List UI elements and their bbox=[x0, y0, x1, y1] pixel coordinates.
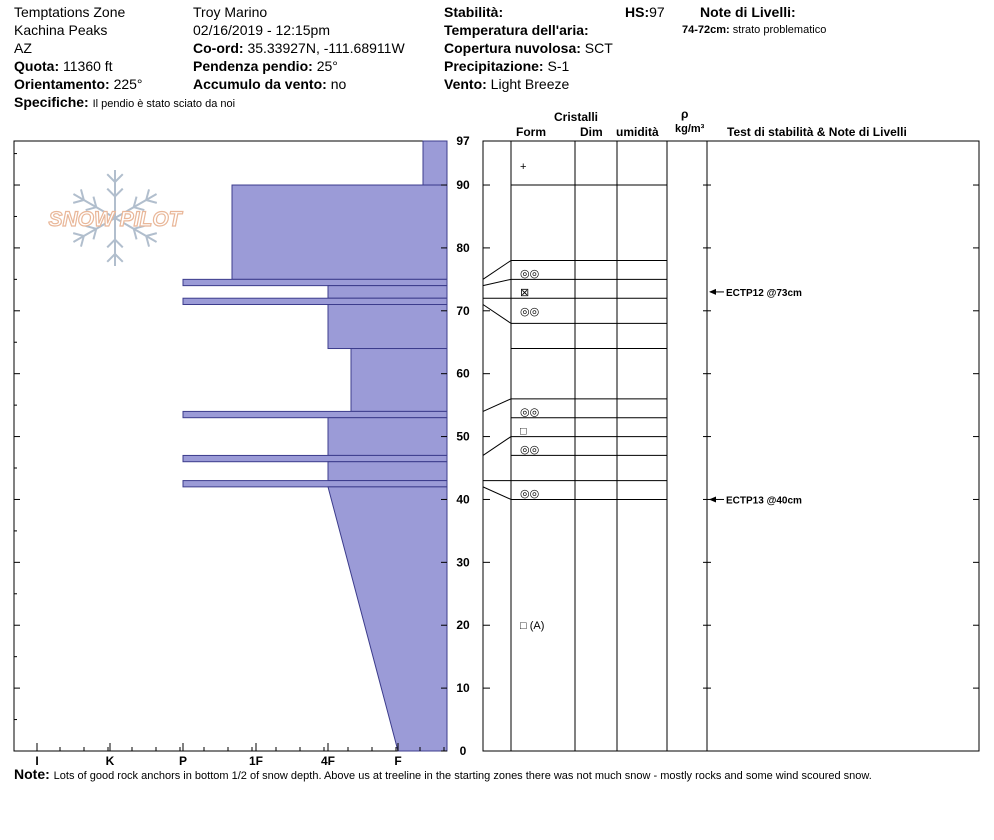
layer-connector bbox=[483, 305, 511, 324]
depth-tick-label: 50 bbox=[456, 429, 470, 444]
wind-label: Vento: bbox=[444, 76, 487, 92]
crystal-form-symbol: ◎◎ bbox=[520, 268, 540, 281]
density-unit-heading: kg/m³ bbox=[675, 123, 705, 135]
hardness-layer bbox=[351, 349, 447, 412]
crystal-form-symbol: ◎◎ bbox=[520, 444, 540, 457]
crystal-form-symbol: ◎◎ bbox=[520, 488, 540, 501]
depth-tick-label: 70 bbox=[456, 303, 470, 318]
precip-value: S-1 bbox=[547, 58, 570, 74]
coord-value: 35.33927N, -111.68911W bbox=[247, 40, 405, 56]
hardness-layer bbox=[328, 418, 447, 456]
hardness-layer bbox=[183, 481, 447, 487]
elevation-label: Quota: bbox=[14, 58, 60, 74]
crystal-columns bbox=[483, 141, 979, 751]
test-arrow-head bbox=[709, 496, 716, 502]
hardness-layer-tapered bbox=[328, 487, 447, 751]
specifics-value: Il pendio è stato sciato da noi bbox=[92, 98, 236, 110]
moisture-heading: umidità bbox=[616, 125, 659, 139]
hardness-layer bbox=[328, 462, 447, 481]
snowflake-branch bbox=[146, 233, 157, 236]
hardness-layer bbox=[183, 279, 447, 285]
depth-tick-label: 30 bbox=[456, 555, 470, 570]
hardness-profile bbox=[14, 141, 447, 751]
state: AZ bbox=[14, 40, 32, 56]
layer-connector bbox=[483, 487, 511, 500]
sky-label: Copertura nuvolosa: bbox=[444, 40, 581, 56]
crystal-form-symbol: ◎◎ bbox=[520, 305, 540, 318]
snowflake-branch bbox=[107, 174, 115, 182]
crystal-form-symbol: ◎◎ bbox=[520, 406, 540, 419]
hardness-scale-label: 4F bbox=[320, 754, 336, 768]
snowflake-branch bbox=[107, 189, 115, 197]
crystal-form-symbol: ⊠ bbox=[520, 286, 530, 299]
snowflake-branch bbox=[115, 240, 123, 248]
note bbox=[14, 766, 872, 782]
aspect-value: 225° bbox=[113, 76, 143, 92]
layer-note-text: strato problematico bbox=[732, 24, 827, 36]
hs-label: HS: bbox=[625, 4, 650, 20]
specifics-label: Specifiche: bbox=[14, 94, 89, 110]
aspect-label: Orientamento: bbox=[14, 76, 110, 92]
hardness-scale-label: I bbox=[35, 754, 39, 768]
form-heading: Form bbox=[516, 125, 546, 139]
note-label: Note: bbox=[14, 766, 50, 782]
stability-label: Stabilità: bbox=[444, 4, 504, 20]
hs-value: 97 bbox=[649, 4, 665, 20]
layer-connector bbox=[483, 399, 511, 412]
hardness-scale-label: K bbox=[105, 754, 115, 768]
hardness-layer bbox=[328, 305, 447, 349]
hardness-layer bbox=[328, 286, 447, 299]
elevation-value: 11360 ft bbox=[63, 58, 113, 74]
wind-loading-value: no bbox=[330, 76, 347, 92]
snowpilot-logo bbox=[49, 170, 184, 266]
slope-value: 25° bbox=[316, 58, 338, 74]
depth-tick-label: 90 bbox=[456, 178, 470, 193]
stability-test-label: ECTP13 @40cm bbox=[726, 495, 802, 507]
hardness-layer bbox=[183, 298, 447, 304]
snowpilot-logo-text: SNOW PILOT bbox=[48, 208, 182, 231]
crystal-form-symbol: □ (A) bbox=[520, 620, 545, 633]
crystals-heading: Cristalli bbox=[554, 110, 599, 124]
crystal-frame bbox=[483, 141, 979, 751]
layer-notes-label: Note di Livelli: bbox=[700, 4, 796, 20]
snowflake-branch bbox=[107, 240, 115, 248]
hardness-scale-label: P bbox=[178, 754, 188, 768]
datetime: 02/16/2019 - 12:15pm bbox=[193, 22, 330, 38]
hardness-layer bbox=[183, 455, 447, 461]
tests-heading: Test di stabilità & Note di Livelli bbox=[727, 125, 907, 139]
note-text: Lots of good rock anchors in bottom 1/2 of snow depth. Above us at treeline in the starting zones there was not much snow - mostly rocks and some wind scoured snow. bbox=[53, 770, 872, 782]
air-temp-label: Temperatura dell'aria: bbox=[444, 22, 589, 38]
sky-value: SCT bbox=[584, 40, 613, 56]
layer-connector bbox=[483, 437, 511, 456]
size-heading: Dim bbox=[580, 125, 603, 139]
depth-tick-label: 20 bbox=[456, 618, 470, 633]
hardness-scale-label: F bbox=[394, 754, 402, 768]
depth-tick-label: 10 bbox=[456, 681, 470, 696]
rho-heading: ρ bbox=[681, 107, 689, 121]
coord-label: Co-ord: bbox=[193, 40, 244, 56]
mountain-range: Kachina Peaks bbox=[14, 22, 108, 38]
snowflake-branch bbox=[73, 200, 84, 203]
crystal-form-symbol: □ bbox=[520, 425, 527, 438]
depth-tick-label: 80 bbox=[456, 240, 470, 255]
snowflake-branch bbox=[146, 200, 157, 203]
observer: Troy Marino bbox=[193, 4, 268, 20]
depth-tick-label: 40 bbox=[456, 492, 470, 507]
hardness-layer bbox=[423, 141, 447, 185]
layer-connector bbox=[483, 260, 511, 279]
snowflake-branch bbox=[73, 233, 84, 236]
depth-tick-label: 97 bbox=[456, 134, 470, 148]
wind-loading-label: Accumulo da vento: bbox=[193, 76, 327, 92]
hardness-scale-label: 1F bbox=[248, 754, 264, 768]
layer-note-range: 74-72cm: bbox=[682, 24, 730, 36]
layer-connector bbox=[483, 279, 511, 285]
slope-label: Pendenza pendio: bbox=[193, 58, 313, 74]
snowflake-branch bbox=[115, 254, 123, 262]
location: Temptations Zone bbox=[14, 4, 126, 20]
snowflake-branch bbox=[115, 174, 123, 182]
wind-value: Light Breeze bbox=[490, 76, 570, 92]
snowflake-branch bbox=[115, 189, 123, 197]
depth-tick-label: 60 bbox=[456, 366, 470, 381]
hardness-layer bbox=[183, 411, 447, 417]
depth-tick-label: 0 bbox=[459, 744, 467, 758]
snowflake-branch bbox=[107, 254, 115, 262]
hardness-layer bbox=[232, 185, 447, 279]
test-arrow-head bbox=[709, 289, 716, 295]
precip-label: Precipitazione: bbox=[444, 58, 544, 74]
crystal-form-symbol: + bbox=[520, 161, 527, 174]
stability-test-label: ECTP12 @73cm bbox=[726, 287, 802, 299]
